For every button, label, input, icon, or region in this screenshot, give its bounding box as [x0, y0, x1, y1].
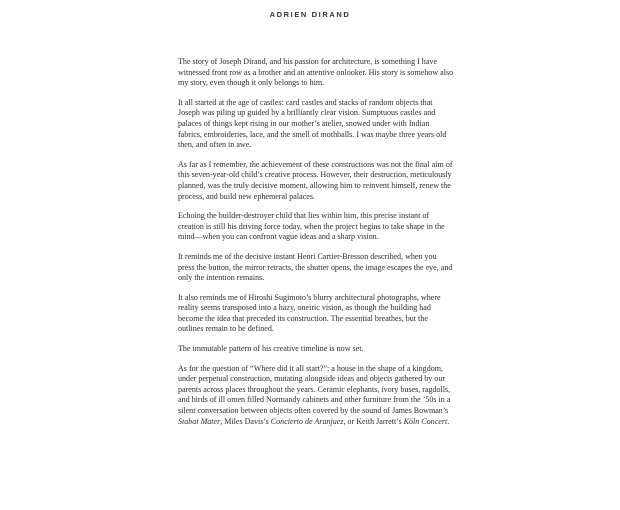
paragraph-8-text-a: As for the question of “Where did it all start?”: a house in the shape of a kingdom, under perpetual construction, mutating alongside ideas and objects gathered by our parents across places throughout the years. Ceramic elephants, ivory buses, ragdolls, and birds of ill omen filled Normandy cabinets and other furniture from the ’50s in a silent conversation between objects often covered by the sound of James Bowman’s: [178, 363, 451, 416]
work-title-koln-concert: Köln Concert: [403, 416, 448, 426]
paragraph-7: The immutable pattern of his creative timeline is now set.: [178, 344, 364, 354]
paragraph-1: The story of Joseph Dirand, and his passion for architecture, is something I have witnessed front row as a brother and an attentive onlooker. His story is somehow also my story, even though it only belongs to him.: [178, 57, 454, 88]
work-title-stabat-mater: Stabat Mater: [178, 416, 221, 426]
paragraph-3: As far as I remember, the achievement of these constructions was not the final aim of this seven-year-old child’s creative process. However, their destruction, meticulously planned, was the truly decisive moment, allowing him to reinvent himself, renew the process, and build new ephemeral palaces.: [178, 159, 453, 201]
paragraph-4: Echoing the builder-destroyer child that lies within him, this precise instant of creation is still his driving force today, when the project begins to take shape in the mind—when you can confront vague ideas and a sharp vision.: [178, 211, 445, 242]
running-head: ADRIEN DIRAND: [269, 10, 351, 19]
body-text: [178, 57, 454, 427]
paragraph-8-text-d: .: [447, 416, 450, 426]
work-title-concierto: Concierto de Aranjuez: [270, 416, 344, 426]
paragraph-2: It all started at the age of castles: card castles and stacks of random objects that Joseph was piling up guided by a brilliantly clear vision. Sumptuous castles and palaces of things kept rising in our mother’s atelier, snowed under with Indian fabrics, embroideries, lace, and the smell of mothballs. I was maybe three years old then, and often in awe.: [178, 97, 447, 150]
paragraph-8-text-c: , or Keith Jarrett’s: [343, 416, 404, 426]
paragraph-8-text-b: , Miles Davis’s: [220, 416, 271, 426]
paragraph-5: It reminds me of the decisive instant Henri Cartier-Bresson described, when you press the button, the mirror retracts, the shutter opens, the image escapes the eye, and only the intention remains.: [178, 251, 453, 283]
paragraph-8: [178, 364, 454, 428]
paragraph-6: It also reminds me of Hiroshi Sugimoto’s blurry architectural photographs, where reality seems transposed into a hazy, oneiric vision, as though the building had become the idea that preceded its construction. The essential breathes, but the outlines remain to be defined.: [178, 292, 441, 334]
